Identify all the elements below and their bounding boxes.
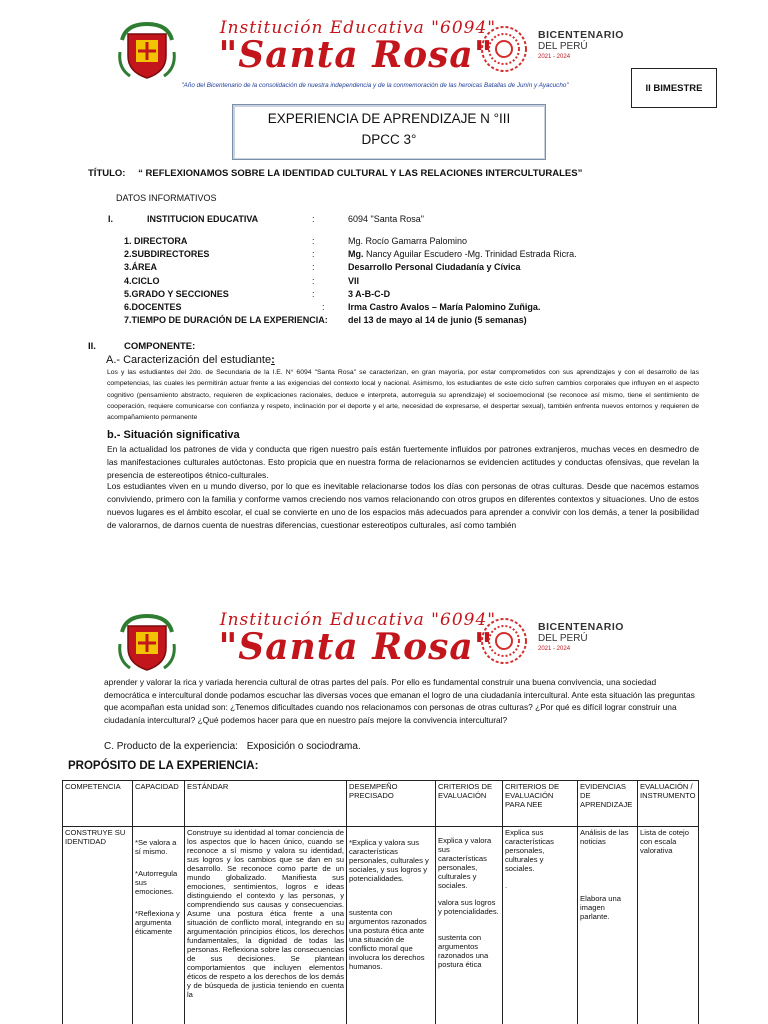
criterios-list (438, 828, 500, 1024)
criterio-item: Explica y valora sus características personales, culturales y sociales. (438, 836, 492, 890)
bicentenario-line: BICENTENARIO (538, 29, 624, 41)
subsection-heading: b.- Situación significativa (107, 429, 240, 441)
info-value-text: Nancy Aguilar Escudero -Mg. Trinidad Estrada Ricra. (366, 249, 577, 259)
situation-paragraph-continued: aprender y valorar la rica y variada herencia cultural de otras partes del país. Por ello es fundamental construir una buena convivencia, una sociedad democrática e intercultural donde podamos escuchar las diversas voces que emanan el logro de una ciudadanía intercultural. Ante esta situación las preguntas que acompañan esta unidad son: ¿Tenemos dificultades cuando nos relacionamos con personas de otras culturas? ¿Por qué es difícil lograr construir una ciudadanía intercultural? ¿Qué podemos hacer para que en nuestro país mejore la convivencia intercultural? (104, 677, 695, 725)
bicentenario-years: 2021 - 2024 (538, 54, 571, 60)
datos-heading: DATOS INFORMATIVOS (116, 193, 217, 203)
table-row (63, 827, 699, 1024)
table-header-cell: DESEMPEÑO PRECISADO (347, 781, 436, 827)
table-header-cell: CAPACIDAD (133, 781, 185, 827)
bicentenario-logo (474, 24, 534, 74)
institution-name: "Santa Rosa" (218, 626, 494, 668)
student-description: Los y las estudiantes del 2do. de Secundaria de la I.E. N° 6094 "Santa Rosa" se caracterizan, en gran mayoría, por estar comprometidos con sus aprendizajes y con el desarrollo de las competencias, las cuales les permitirán actuar frente a las exigencias del contexto local y nacional. Asimismo, los estudiantes de este ciclo sufren cambios corporales que influyen en el aspecto cognitivo (pensamiento abstracto, requieren de explicaciones racionales, deduce e interpreta, autorregula su aprendizaje) el socioemocional (se reconoce así mismo, tiene el sentimiento de cooperación, requiere comunicarse con confianza y respeto, inclinación por el deporte y el arte, necesidad de expresarse, el despertar sexual), también enfrenta nuevos entornos y requieren de acompañamiento permanente (107, 369, 699, 422)
course-code: DPCC 3° (361, 132, 417, 147)
title-label: TÍTULO: (88, 168, 126, 179)
info-value: del 13 de mayo al 14 de junio (5 semanas) (348, 315, 527, 325)
table-header-cell: EVIDENCIAS DE APRENDIZAJE (578, 781, 638, 827)
info-label: 5.GRADO Y SECCIONES (124, 289, 229, 299)
info-colon: : (312, 262, 315, 272)
estandar-cell (185, 827, 347, 1024)
criterio-item: valora sus logros y potencialidades. (438, 898, 499, 916)
section-number: I. (108, 214, 114, 224)
bicentenario-text (538, 622, 624, 655)
purpose-table (62, 780, 699, 1024)
bimestre-box: II BIMESTRE (631, 68, 717, 108)
info-label: INSTITUCION EDUCATIVA (147, 214, 259, 224)
table-header-row (63, 781, 699, 827)
criterio-nee-item: . (505, 881, 508, 890)
bicentenario-years: 2021 - 2024 (538, 646, 571, 652)
bicentenario-line: DEL PERÚ (538, 633, 588, 644)
evaluacion-text: Lista de cotejo con escala valorativa (640, 828, 689, 855)
table-header-cell: COMPETENCIA (63, 781, 133, 827)
info-colon: : (312, 249, 315, 259)
institution-caption: Institución Educativa "6094" (219, 610, 497, 630)
evaluacion-cell (638, 827, 699, 1024)
info-value: 6094 "Santa Rosa" (348, 214, 424, 224)
situation-paragraph: En la actualidad los patrones de vida y conducta que rigen nuestro país están fuertemente influidos por patrones extranjeros, muchas veces en desmedro de las manifestaciones culturales autóctonas. Esto propicia que en nuestra forma de relacionarnos se evidencien actitudes y conductas ofensivas, que revelan la presencia de estereotipos étnico-culturales. (107, 444, 699, 480)
criterios-nee-list (505, 828, 575, 1024)
criterios-cell (436, 827, 503, 1024)
info-label: 2.SUBDIRECTORES (124, 249, 210, 259)
competencia-cell (63, 827, 133, 1024)
subsection-title: A.- Caracterización del estudiante (106, 354, 272, 366)
section-heading: COMPONENTE: (124, 341, 196, 352)
bicentenario-line: DEL PERÚ (538, 41, 588, 52)
year-slogan: "Año del Bicentenario de la consolidación de nuestra independencia y de la conmemoración de las heroicas Batallas de Junín y Ayacucho" (181, 82, 569, 89)
info-colon: : (312, 289, 315, 299)
purpose-heading: PROPÓSITO DE LA EXPERIENCIA: (68, 760, 259, 772)
school-shield-logo (118, 22, 176, 80)
subsection-heading (106, 354, 275, 366)
capacidad-cell (133, 827, 185, 1024)
document-title (88, 168, 582, 179)
desempeno-list (349, 828, 433, 1024)
info-value: Desarrollo Personal Ciudadanía y Cívica (348, 262, 521, 272)
table-header-cell: EVALUACIÓN / INSTRUMENTO (638, 781, 699, 827)
info-value (348, 249, 577, 259)
experience-number: EXPERIENCIA DE APRENDIZAJE N °III (267, 111, 511, 126)
situation-paragraph: Los estudiantes viven en u mundo diverso, por lo que es inevitable relacionarse todos los días con personas de otras culturas. Desde que nacemos estamos conviviendo, primero con la familia y conforme vamos creciendo nos vamos relacionando con otros grupos en diferentes contextos y situaciones. Uno de estos nuevos lugares es el ámbito escolar, el cual se convierte en uno de los espacios más adecuados para aprender a convivir con los demás, a tener la posibilidad de valorarnos, de darnos cuenta de nuestras diferencias, cuestionar estereotipos culturales, así como también (107, 481, 699, 530)
table-header-cell: CRITERIOS DE EVALUACIÓN PARA NEE (503, 781, 578, 827)
competencia-text: CONSTRUYE SU IDENTIDAD (65, 828, 126, 846)
info-label: 3.ÁREA (124, 262, 158, 272)
product-line (104, 741, 361, 752)
info-value: 3 A-B-C-D (348, 289, 391, 299)
evidencias-list (580, 828, 635, 1024)
table-header-cell: ESTÁNDAR (185, 781, 347, 827)
info-colon: : (322, 302, 325, 312)
criterio-nee-item: Explica sus características personales, culturales y sociales. (505, 828, 554, 873)
criterio-item: sustenta con argumentos razonados una postura ética (438, 933, 489, 969)
desempeno-item: sustenta con argumentos razonados una postura ética ante una situación de conflicto moral que involucra los derechos humanos. (349, 908, 427, 971)
capacidad-item: *Autorregula sus emociones. (135, 869, 178, 896)
capacidad-item: *Se valora a sí mismo. (135, 838, 177, 856)
info-label: 7.TIEMPO DE DURACIÓN DE LA EXPERIENCIA: (124, 315, 328, 325)
info-value: Irma Castro Avalos – María Palomino Zuñiga. (348, 302, 541, 312)
info-value: VII (348, 276, 360, 286)
institution-name: "Santa Rosa" (218, 34, 494, 76)
title-text: “ REFLEXIONAMOS SOBRE LA IDENTIDAD CULTURAL Y LAS RELACIONES INTERCULTURALES” (138, 168, 583, 179)
subsection-colon: : (271, 354, 275, 366)
evidencia-item: Análisis de las noticias (580, 828, 629, 846)
table-header-cell: CRITERIOS DE EVALUACIÓN (436, 781, 503, 827)
info-value-prefix: Mg. (348, 249, 364, 259)
school-banner-top (118, 18, 628, 86)
evidencia-item: Elabora una imagen parlante. (580, 894, 621, 921)
experience-title-box (232, 104, 546, 160)
estandar-text: Construye su identidad al tomar conciencia de los aspectos que lo hacen único, cuando se reconoce a sí mismo y valora su identidad, sus logros y los cambios que se dan en su desarrollo. Se reconoce como parte de un mundo globalizado. Manifiesta sus emociones, sentimientos, logros e ideas distinguiendo el contexto y las personas, y comprendiendo sus causas y consecuencias. Asume una postura ética frente a una situación de conflicto moral, integrando en su argumentación principios éticos, los derechos fundamentales, la dignidad de todas las personas. Reflexiona sobre las consecuencias de sus decisiones. Se plantean comportamientos que incluyen elementos éticos de respeto a los derechos de los demás y de búsqueda de justicia teniendo en cuenta la (187, 828, 344, 999)
info-label: 4.CICLO (124, 276, 160, 286)
info-value: Mg. Rocío Gamarra Palomino (348, 236, 468, 246)
info-label: 1. DIRECTORA (124, 236, 188, 246)
bicentenario-line: BICENTENARIO (538, 621, 624, 633)
info-colon: : (312, 236, 315, 246)
product-label: C. Producto de la experiencia: (104, 741, 238, 752)
desempeno-item: *Explica y valora sus características personales, culturales y sociales, y sus logros y potencialidades. (349, 838, 429, 883)
bicentenario-logo (474, 616, 534, 666)
bicentenario-text (538, 30, 624, 63)
evidencias-cell (578, 827, 638, 1024)
institution-caption: Institución Educativa "6094" (219, 18, 497, 38)
info-colon: : (312, 276, 315, 286)
info-label: 6.DOCENTES (124, 302, 182, 312)
school-banner-page2 (118, 610, 628, 678)
school-shield-logo (118, 614, 176, 672)
info-colon: : (312, 214, 315, 224)
criterios-nee-cell (503, 827, 578, 1024)
product-value: Exposición o sociodrama. (246, 741, 361, 752)
capacidad-item: *Reflexiona y argumenta éticamente (135, 909, 180, 936)
desempeno-cell (347, 827, 436, 1024)
section-number: II. (88, 341, 96, 352)
capacidad-list (135, 828, 182, 1024)
